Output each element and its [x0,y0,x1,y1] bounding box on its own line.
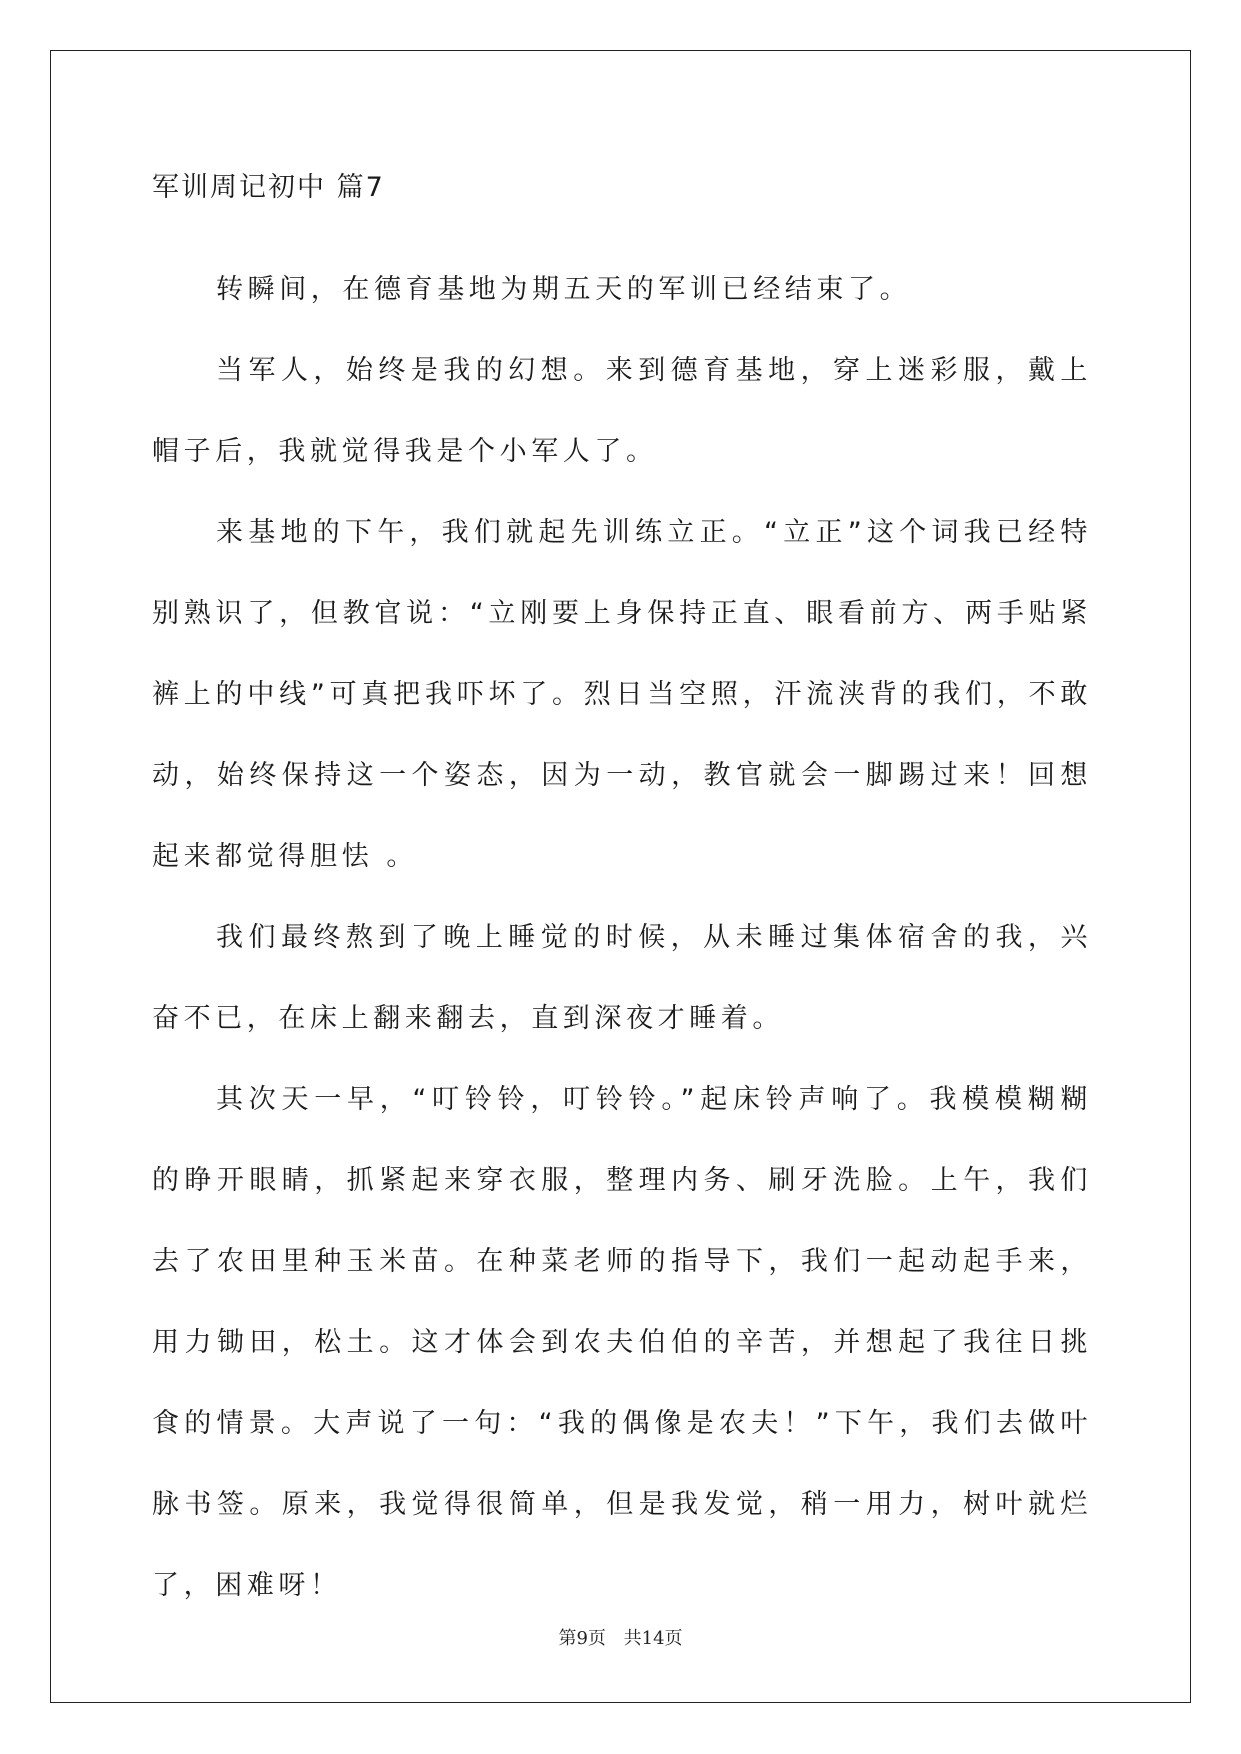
page-footer [0,1624,1241,1650]
document-title: 军训周记初中 篇7 [152,172,385,203]
paragraph: 当军人，始终是我的幻想。来到德育基地，穿上迷彩服，戴上帽子后，我就觉得我是个小军人了。 [152,355,1092,467]
paragraph: 来基地的下午，我们就起先训练立正。“立正”这个词我已经特别熟识了，但教官说：“立刚要上身保持正直、眼看前方、两手贴紧裤上的中线”可真把我吓坏了。烈日当空照，汗流浃背的我们，不敢动，始终保持这一个姿态，因为一动，教官就会一脚踢过来！回想起来都觉得胆怯 。 [152,517,1092,872]
paragraph: 转瞬间，在德育基地为期五天的军训已经结束了。 [216,274,912,305]
page-total: 共14页 [623,1628,683,1649]
document-body [152,160,1092,1626]
paragraph: 我们最终熬到了晚上睡觉的时候，从未睡过集体宿舍的我，兴奋不已，在床上翻来翻去，直到深夜才睡着。 [152,922,1092,1034]
page-number: 第9页 [558,1628,606,1649]
paragraph: 其次天一早，“叮铃铃，叮铃铃。”起床铃声响了。我模模糊糊的睁开眼睛，抓紧起来穿衣服，整理内务、刷牙洗脸。上午，我们去了农田里种玉米苗。在种菜老师的指导下，我们一起动起手来，用力锄田，松土。这才体会到农夫伯伯的辛苦，并想起了我往日挑食的情景。大声说了一句：“我的偶像是农夫！”下午，我们去做叶脉书签。原来，我觉得很简单，但是我发觉，稍一用力，树叶就烂了，困难呀！ [152,1084,1092,1601]
